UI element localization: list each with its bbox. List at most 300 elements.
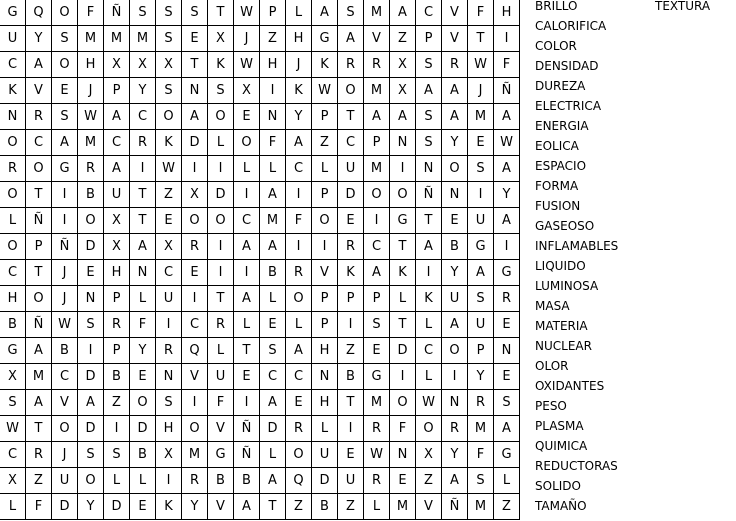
grid-cell[interactable]: C bbox=[234, 208, 260, 234]
grid-cell[interactable]: X bbox=[104, 234, 130, 260]
grid-cell[interactable]: I bbox=[52, 208, 78, 234]
grid-cell[interactable]: L bbox=[416, 312, 442, 338]
grid-cell[interactable]: S bbox=[182, 0, 208, 26]
grid-cell[interactable]: S bbox=[78, 442, 104, 468]
grid-cell[interactable]: R bbox=[26, 442, 52, 468]
grid-cell[interactable]: C bbox=[286, 156, 312, 182]
grid-cell[interactable]: E bbox=[130, 364, 156, 390]
grid-cell[interactable]: B bbox=[338, 364, 364, 390]
grid-cell[interactable]: O bbox=[182, 416, 208, 442]
grid-cell[interactable]: O bbox=[286, 442, 312, 468]
grid-cell[interactable]: X bbox=[234, 78, 260, 104]
grid-cell[interactable]: O bbox=[390, 182, 416, 208]
grid-cell[interactable]: A bbox=[260, 182, 286, 208]
grid-cell[interactable]: I bbox=[208, 260, 234, 286]
grid-cell[interactable]: D bbox=[312, 468, 338, 494]
grid-cell[interactable]: O bbox=[52, 52, 78, 78]
grid-cell[interactable]: R bbox=[364, 468, 390, 494]
grid-cell[interactable]: S bbox=[78, 312, 104, 338]
grid-cell[interactable]: N bbox=[416, 156, 442, 182]
grid-cell[interactable]: Z bbox=[416, 468, 442, 494]
grid-cell[interactable]: I bbox=[390, 364, 416, 390]
grid-cell[interactable]: A bbox=[234, 494, 260, 520]
grid-cell[interactable]: S bbox=[52, 104, 78, 130]
grid-cell[interactable]: B bbox=[52, 338, 78, 364]
grid-cell[interactable]: H bbox=[312, 390, 338, 416]
grid-cell[interactable]: L bbox=[0, 494, 26, 520]
grid-cell[interactable]: J bbox=[52, 260, 78, 286]
grid-cell[interactable]: T bbox=[26, 260, 52, 286]
grid-cell[interactable]: A bbox=[468, 260, 494, 286]
grid-cell[interactable]: N bbox=[442, 182, 468, 208]
grid-cell[interactable]: I bbox=[312, 234, 338, 260]
grid-cell[interactable]: M bbox=[468, 104, 494, 130]
grid-cell[interactable]: I bbox=[338, 312, 364, 338]
grid-cell[interactable]: P bbox=[312, 312, 338, 338]
grid-cell[interactable]: I bbox=[364, 208, 390, 234]
grid-cell[interactable]: F bbox=[26, 494, 52, 520]
grid-cell[interactable]: O bbox=[52, 416, 78, 442]
grid-cell[interactable]: Ñ bbox=[494, 78, 520, 104]
grid-cell[interactable]: Y bbox=[468, 364, 494, 390]
grid-cell[interactable]: X bbox=[0, 364, 26, 390]
grid-cell[interactable]: G bbox=[494, 260, 520, 286]
grid-cell[interactable]: A bbox=[442, 468, 468, 494]
grid-cell[interactable]: U bbox=[156, 286, 182, 312]
grid-cell[interactable]: V bbox=[182, 364, 208, 390]
grid-cell[interactable]: R bbox=[364, 416, 390, 442]
grid-cell[interactable]: V bbox=[312, 260, 338, 286]
grid-cell[interactable]: R bbox=[26, 104, 52, 130]
grid-cell[interactable]: E bbox=[130, 494, 156, 520]
grid-cell[interactable]: E bbox=[260, 312, 286, 338]
grid-cell[interactable]: V bbox=[442, 0, 468, 26]
grid-cell[interactable]: F bbox=[494, 52, 520, 78]
grid-cell[interactable]: M bbox=[182, 442, 208, 468]
grid-cell[interactable]: O bbox=[0, 234, 26, 260]
grid-cell[interactable]: T bbox=[416, 208, 442, 234]
grid-cell[interactable]: I bbox=[416, 260, 442, 286]
grid-cell[interactable]: O bbox=[130, 390, 156, 416]
grid-cell[interactable]: G bbox=[364, 364, 390, 390]
grid-cell[interactable]: V bbox=[208, 416, 234, 442]
grid-cell[interactable]: I bbox=[442, 364, 468, 390]
grid-cell[interactable]: E bbox=[286, 390, 312, 416]
grid-cell[interactable]: T bbox=[130, 182, 156, 208]
grid-cell[interactable]: O bbox=[0, 182, 26, 208]
grid-cell[interactable]: P bbox=[104, 338, 130, 364]
grid-cell[interactable]: R bbox=[494, 286, 520, 312]
grid-cell[interactable]: U bbox=[338, 156, 364, 182]
grid-cell[interactable]: X bbox=[130, 52, 156, 78]
grid-cell[interactable]: S bbox=[338, 0, 364, 26]
grid-cell[interactable]: S bbox=[468, 468, 494, 494]
grid-cell[interactable]: C bbox=[52, 364, 78, 390]
grid-cell[interactable]: I bbox=[234, 182, 260, 208]
grid-cell[interactable]: Y bbox=[182, 494, 208, 520]
grid-cell[interactable]: I bbox=[494, 26, 520, 52]
grid-cell[interactable]: A bbox=[182, 104, 208, 130]
grid-cell[interactable]: M bbox=[260, 208, 286, 234]
grid-cell[interactable]: A bbox=[390, 104, 416, 130]
grid-cell[interactable]: G bbox=[390, 208, 416, 234]
grid-cell[interactable]: W bbox=[234, 52, 260, 78]
grid-cell[interactable]: W bbox=[234, 0, 260, 26]
grid-cell[interactable]: A bbox=[494, 104, 520, 130]
grid-cell[interactable]: U bbox=[104, 182, 130, 208]
grid-cell[interactable]: E bbox=[338, 442, 364, 468]
grid-cell[interactable]: L bbox=[130, 468, 156, 494]
grid-cell[interactable]: C bbox=[26, 130, 52, 156]
grid-cell[interactable]: B bbox=[130, 442, 156, 468]
grid-cell[interactable]: A bbox=[442, 312, 468, 338]
grid-cell[interactable]: R bbox=[338, 234, 364, 260]
grid-cell[interactable]: D bbox=[130, 416, 156, 442]
grid-cell[interactable]: N bbox=[182, 78, 208, 104]
grid-cell[interactable]: S bbox=[468, 156, 494, 182]
grid-cell[interactable]: H bbox=[494, 0, 520, 26]
grid-cell[interactable]: L bbox=[130, 286, 156, 312]
grid-cell[interactable]: L bbox=[0, 208, 26, 234]
grid-cell[interactable]: V bbox=[364, 26, 390, 52]
grid-cell[interactable]: L bbox=[312, 156, 338, 182]
grid-cell[interactable]: O bbox=[52, 0, 78, 26]
grid-cell[interactable]: L bbox=[208, 130, 234, 156]
grid-cell[interactable]: R bbox=[468, 390, 494, 416]
grid-cell[interactable]: M bbox=[26, 364, 52, 390]
grid-cell[interactable]: M bbox=[468, 416, 494, 442]
grid-cell[interactable]: G bbox=[52, 156, 78, 182]
grid-cell[interactable]: T bbox=[338, 390, 364, 416]
grid-cell[interactable]: S bbox=[416, 104, 442, 130]
grid-cell[interactable]: B bbox=[312, 494, 338, 520]
grid-cell[interactable]: D bbox=[338, 182, 364, 208]
grid-cell[interactable]: D bbox=[52, 494, 78, 520]
grid-cell[interactable]: L bbox=[364, 494, 390, 520]
grid-cell[interactable]: W bbox=[78, 104, 104, 130]
grid-cell[interactable]: I bbox=[104, 416, 130, 442]
grid-cell[interactable]: W bbox=[0, 416, 26, 442]
grid-cell[interactable]: O bbox=[0, 130, 26, 156]
grid-cell[interactable]: N bbox=[312, 364, 338, 390]
grid-cell[interactable]: I bbox=[78, 338, 104, 364]
grid-cell[interactable]: T bbox=[26, 182, 52, 208]
grid-cell[interactable]: U bbox=[208, 364, 234, 390]
grid-cell[interactable]: F bbox=[260, 130, 286, 156]
grid-cell[interactable]: A bbox=[104, 156, 130, 182]
grid-cell[interactable]: T bbox=[468, 26, 494, 52]
grid-cell[interactable]: P bbox=[364, 130, 390, 156]
grid-cell[interactable]: D bbox=[260, 416, 286, 442]
grid-cell[interactable]: L bbox=[416, 364, 442, 390]
grid-cell[interactable]: W bbox=[156, 156, 182, 182]
grid-cell[interactable]: L bbox=[494, 468, 520, 494]
grid-cell[interactable]: H bbox=[286, 26, 312, 52]
grid-cell[interactable]: Q bbox=[26, 0, 52, 26]
grid-cell[interactable]: O bbox=[26, 156, 52, 182]
grid-cell[interactable]: B bbox=[234, 468, 260, 494]
grid-cell[interactable]: T bbox=[390, 234, 416, 260]
grid-cell[interactable]: P bbox=[468, 338, 494, 364]
grid-cell[interactable]: C bbox=[182, 312, 208, 338]
grid-cell[interactable]: A bbox=[260, 468, 286, 494]
grid-cell[interactable]: X bbox=[0, 468, 26, 494]
grid-cell[interactable]: I bbox=[468, 182, 494, 208]
grid-cell[interactable]: L bbox=[234, 312, 260, 338]
grid-cell[interactable]: I bbox=[182, 390, 208, 416]
grid-cell[interactable]: R bbox=[130, 130, 156, 156]
grid-cell[interactable]: I bbox=[208, 234, 234, 260]
grid-cell[interactable]: Ñ bbox=[442, 494, 468, 520]
grid-cell[interactable]: O bbox=[208, 208, 234, 234]
grid-cell[interactable]: W bbox=[416, 390, 442, 416]
grid-cell[interactable]: A bbox=[442, 78, 468, 104]
grid-cell[interactable]: O bbox=[156, 104, 182, 130]
grid-cell[interactable]: R bbox=[0, 156, 26, 182]
grid-cell[interactable]: O bbox=[234, 130, 260, 156]
grid-cell[interactable]: Z bbox=[104, 390, 130, 416]
grid-cell[interactable]: L bbox=[286, 0, 312, 26]
grid-cell[interactable]: O bbox=[286, 286, 312, 312]
grid-cell[interactable]: P bbox=[312, 286, 338, 312]
grid-cell[interactable]: Y bbox=[442, 130, 468, 156]
grid-cell[interactable]: R bbox=[104, 312, 130, 338]
grid-cell[interactable]: E bbox=[234, 364, 260, 390]
grid-cell[interactable]: L bbox=[390, 286, 416, 312]
grid-cell[interactable]: D bbox=[104, 494, 130, 520]
grid-cell[interactable]: T bbox=[26, 416, 52, 442]
grid-cell[interactable]: R bbox=[442, 52, 468, 78]
grid-cell[interactable]: H bbox=[0, 286, 26, 312]
grid-cell[interactable]: E bbox=[182, 260, 208, 286]
grid-cell[interactable]: H bbox=[78, 52, 104, 78]
grid-cell[interactable]: H bbox=[312, 338, 338, 364]
grid-cell[interactable]: E bbox=[390, 468, 416, 494]
grid-cell[interactable]: S bbox=[468, 286, 494, 312]
grid-cell[interactable]: V bbox=[442, 26, 468, 52]
grid-cell[interactable]: E bbox=[494, 364, 520, 390]
grid-cell[interactable]: O bbox=[26, 286, 52, 312]
grid-cell[interactable]: S bbox=[156, 78, 182, 104]
grid-cell[interactable]: R bbox=[78, 156, 104, 182]
grid-cell[interactable]: W bbox=[312, 78, 338, 104]
grid-cell[interactable]: M bbox=[390, 494, 416, 520]
grid-cell[interactable]: C bbox=[130, 104, 156, 130]
grid-cell[interactable]: W bbox=[364, 442, 390, 468]
grid-cell[interactable]: F bbox=[390, 416, 416, 442]
grid-cell[interactable]: I bbox=[52, 182, 78, 208]
grid-cell[interactable]: Q bbox=[182, 338, 208, 364]
grid-cell[interactable]: R bbox=[338, 52, 364, 78]
grid-cell[interactable]: U bbox=[0, 26, 26, 52]
grid-cell[interactable]: K bbox=[286, 78, 312, 104]
grid-cell[interactable]: T bbox=[208, 286, 234, 312]
grid-cell[interactable]: P bbox=[26, 234, 52, 260]
grid-cell[interactable]: S bbox=[104, 442, 130, 468]
grid-cell[interactable]: P bbox=[260, 0, 286, 26]
grid-cell[interactable]: Y bbox=[494, 182, 520, 208]
grid-cell[interactable]: A bbox=[494, 416, 520, 442]
grid-cell[interactable]: Z bbox=[26, 468, 52, 494]
grid-cell[interactable]: K bbox=[416, 286, 442, 312]
grid-cell[interactable]: E bbox=[338, 208, 364, 234]
grid-cell[interactable]: E bbox=[182, 26, 208, 52]
grid-cell[interactable]: I bbox=[208, 156, 234, 182]
grid-cell[interactable]: N bbox=[0, 104, 26, 130]
grid-cell[interactable]: Z bbox=[338, 338, 364, 364]
grid-cell[interactable]: S bbox=[52, 26, 78, 52]
grid-cell[interactable]: F bbox=[78, 0, 104, 26]
grid-cell[interactable]: R bbox=[156, 338, 182, 364]
grid-cell[interactable]: M bbox=[104, 26, 130, 52]
grid-cell[interactable]: V bbox=[208, 494, 234, 520]
grid-cell[interactable]: C bbox=[416, 0, 442, 26]
grid-cell[interactable]: A bbox=[260, 234, 286, 260]
grid-cell[interactable]: X bbox=[156, 234, 182, 260]
grid-cell[interactable]: K bbox=[0, 78, 26, 104]
grid-cell[interactable]: B bbox=[0, 312, 26, 338]
grid-cell[interactable]: Z bbox=[260, 26, 286, 52]
grid-cell[interactable]: A bbox=[52, 130, 78, 156]
grid-cell[interactable]: O bbox=[338, 78, 364, 104]
grid-cell[interactable]: C bbox=[0, 260, 26, 286]
grid-cell[interactable]: E bbox=[494, 312, 520, 338]
grid-cell[interactable]: F bbox=[130, 312, 156, 338]
grid-cell[interactable]: F bbox=[208, 390, 234, 416]
grid-cell[interactable]: O bbox=[442, 156, 468, 182]
grid-cell[interactable]: K bbox=[312, 52, 338, 78]
grid-cell[interactable]: V bbox=[52, 390, 78, 416]
grid-cell[interactable]: G bbox=[208, 442, 234, 468]
grid-cell[interactable]: H bbox=[104, 260, 130, 286]
grid-cell[interactable]: I bbox=[182, 156, 208, 182]
grid-cell[interactable]: K bbox=[156, 130, 182, 156]
grid-cell[interactable]: C bbox=[104, 130, 130, 156]
grid-cell[interactable]: K bbox=[156, 494, 182, 520]
grid-cell[interactable]: A bbox=[312, 0, 338, 26]
grid-cell[interactable]: N bbox=[494, 338, 520, 364]
grid-cell[interactable]: A bbox=[78, 390, 104, 416]
grid-cell[interactable]: Ñ bbox=[234, 416, 260, 442]
grid-cell[interactable]: T bbox=[260, 494, 286, 520]
grid-cell[interactable]: A bbox=[104, 104, 130, 130]
grid-cell[interactable]: A bbox=[442, 104, 468, 130]
grid-cell[interactable]: Z bbox=[286, 494, 312, 520]
grid-cell[interactable]: Ñ bbox=[416, 182, 442, 208]
grid-cell[interactable]: Y bbox=[442, 260, 468, 286]
grid-cell[interactable]: F bbox=[468, 442, 494, 468]
grid-cell[interactable]: G bbox=[0, 338, 26, 364]
grid-cell[interactable]: T bbox=[234, 338, 260, 364]
grid-cell[interactable]: P bbox=[312, 182, 338, 208]
grid-cell[interactable]: E bbox=[442, 208, 468, 234]
grid-cell[interactable]: H bbox=[260, 52, 286, 78]
grid-cell[interactable]: E bbox=[156, 208, 182, 234]
grid-cell[interactable]: U bbox=[52, 468, 78, 494]
grid-cell[interactable]: V bbox=[416, 494, 442, 520]
grid-cell[interactable]: D bbox=[182, 130, 208, 156]
grid-cell[interactable]: G bbox=[0, 0, 26, 26]
grid-cell[interactable]: X bbox=[416, 442, 442, 468]
grid-cell[interactable]: N bbox=[130, 260, 156, 286]
grid-cell[interactable]: L bbox=[260, 156, 286, 182]
grid-cell[interactable]: J bbox=[234, 26, 260, 52]
grid-cell[interactable]: R bbox=[442, 416, 468, 442]
grid-cell[interactable]: B bbox=[442, 234, 468, 260]
grid-cell[interactable]: A bbox=[416, 234, 442, 260]
grid-cell[interactable]: S bbox=[0, 390, 26, 416]
grid-cell[interactable]: I bbox=[156, 468, 182, 494]
grid-cell[interactable]: E bbox=[364, 338, 390, 364]
grid-cell[interactable]: E bbox=[234, 104, 260, 130]
grid-cell[interactable]: M bbox=[78, 26, 104, 52]
grid-cell[interactable]: D bbox=[78, 234, 104, 260]
grid-cell[interactable]: L bbox=[208, 338, 234, 364]
grid-cell[interactable]: P bbox=[364, 286, 390, 312]
grid-cell[interactable]: T bbox=[390, 312, 416, 338]
grid-cell[interactable]: Ñ bbox=[26, 312, 52, 338]
grid-cell[interactable]: Y bbox=[130, 78, 156, 104]
grid-cell[interactable]: X bbox=[104, 52, 130, 78]
grid-cell[interactable]: A bbox=[416, 78, 442, 104]
grid-cell[interactable]: N bbox=[390, 442, 416, 468]
grid-cell[interactable]: S bbox=[416, 52, 442, 78]
grid-cell[interactable]: L bbox=[286, 312, 312, 338]
grid-cell[interactable]: X bbox=[104, 208, 130, 234]
grid-cell[interactable]: A bbox=[26, 338, 52, 364]
grid-cell[interactable]: M bbox=[364, 390, 390, 416]
grid-cell[interactable]: M bbox=[78, 130, 104, 156]
grid-cell[interactable]: O bbox=[78, 468, 104, 494]
grid-cell[interactable]: D bbox=[390, 338, 416, 364]
grid-cell[interactable]: B bbox=[104, 364, 130, 390]
grid-cell[interactable]: R bbox=[286, 260, 312, 286]
grid-cell[interactable]: A bbox=[364, 104, 390, 130]
grid-cell[interactable]: H bbox=[156, 416, 182, 442]
grid-cell[interactable]: K bbox=[338, 260, 364, 286]
grid-cell[interactable]: F bbox=[468, 0, 494, 26]
grid-cell[interactable]: L bbox=[312, 416, 338, 442]
grid-cell[interactable]: Ñ bbox=[52, 234, 78, 260]
grid-cell[interactable]: L bbox=[260, 286, 286, 312]
grid-cell[interactable]: V bbox=[26, 78, 52, 104]
grid-cell[interactable]: M bbox=[364, 0, 390, 26]
grid-cell[interactable]: S bbox=[494, 390, 520, 416]
grid-cell[interactable]: S bbox=[156, 0, 182, 26]
grid-cell[interactable]: W bbox=[52, 312, 78, 338]
grid-cell[interactable]: Z bbox=[156, 182, 182, 208]
grid-cell[interactable]: S bbox=[260, 338, 286, 364]
grid-cell[interactable]: T bbox=[130, 208, 156, 234]
grid-cell[interactable]: X bbox=[208, 26, 234, 52]
grid-cell[interactable]: B bbox=[208, 468, 234, 494]
grid-cell[interactable]: Ñ bbox=[104, 0, 130, 26]
grid-cell[interactable]: J bbox=[52, 442, 78, 468]
grid-cell[interactable]: A bbox=[26, 52, 52, 78]
grid-cell[interactable]: S bbox=[364, 312, 390, 338]
grid-cell[interactable]: O bbox=[390, 390, 416, 416]
grid-cell[interactable]: I bbox=[182, 286, 208, 312]
grid-cell[interactable]: R bbox=[364, 52, 390, 78]
grid-cell[interactable]: Y bbox=[130, 338, 156, 364]
grid-cell[interactable]: J bbox=[52, 286, 78, 312]
grid-cell[interactable]: O bbox=[416, 416, 442, 442]
grid-cell[interactable]: U bbox=[468, 312, 494, 338]
grid-cell[interactable]: L bbox=[104, 468, 130, 494]
grid-cell[interactable]: Y bbox=[78, 494, 104, 520]
grid-cell[interactable]: A bbox=[494, 208, 520, 234]
grid-cell[interactable]: C bbox=[364, 234, 390, 260]
